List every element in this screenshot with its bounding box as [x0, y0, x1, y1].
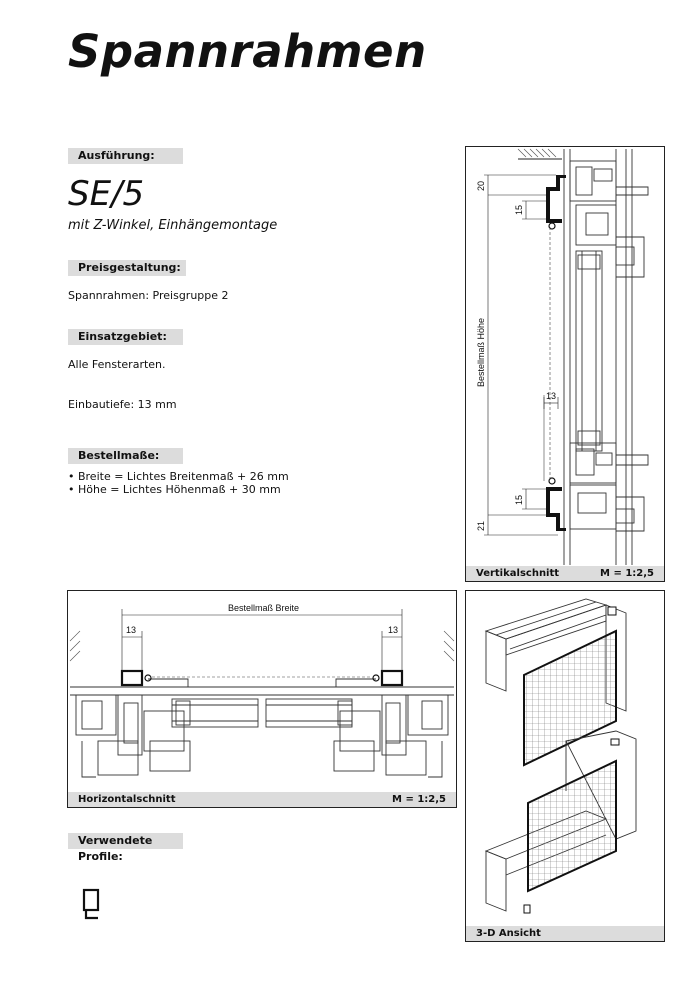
ansicht-caption-bar [466, 926, 664, 941]
dim-13-vertical: 13 [546, 391, 557, 401]
horizontalschnitt-scale: M = 1:2,5 [392, 794, 446, 805]
model-description: mit Z-Winkel, Einhängemontage [68, 218, 278, 233]
horizontalschnitt-caption-bar [68, 792, 456, 807]
model-name: SE/5 [68, 174, 145, 214]
bestell-hoehe: • Höhe = Lichtes Höhenmaß + 30 mm [68, 483, 281, 496]
preis-label: Preisgestaltung: [68, 260, 186, 276]
ansicht-caption: 3-D Ansicht [476, 928, 541, 939]
einsatz-text: Alle Fensterarten. [68, 358, 166, 371]
ansicht-panel [465, 590, 665, 942]
horizontalschnitt-caption: Horizontalschnitt [78, 794, 176, 805]
vertikalschnitt-scale: M = 1:2,5 [600, 568, 654, 579]
dim-bestellmass-breite: Bestellmaß Breite [228, 603, 300, 613]
einsatz-label: Einsatzgebiet: [68, 329, 183, 345]
horizontalschnitt-drawing [68, 591, 456, 793]
bestell-label: Bestellmaße: [68, 448, 183, 464]
dim-13-left: 13 [126, 625, 137, 635]
page-title: Spannrahmen [68, 25, 427, 78]
dim-20: 20 [476, 180, 486, 191]
dim-21: 21 [476, 520, 486, 531]
bestell-breite: • Breite = Lichtes Breitenmaß + 26 mm [68, 470, 289, 483]
dim-bestellmass-hoehe: Bestellmaß Höhe [476, 317, 486, 387]
ausfuehrung-label: Ausführung: [68, 148, 183, 164]
horizontalschnitt-panel [67, 590, 457, 808]
dim-13-right: 13 [388, 625, 399, 635]
vertikalschnitt-drawing [466, 147, 664, 567]
vertikalschnitt-caption: Vertikalschnitt [476, 568, 560, 579]
einbautiefe-text: Einbautiefe: 13 mm [68, 398, 177, 411]
preis-text: Spannrahmen: Preisgruppe 2 [68, 289, 229, 302]
ansicht-drawing [466, 591, 664, 927]
profile-icon [80, 888, 106, 922]
dim-15-bottom: 15 [514, 494, 524, 505]
vertikalschnitt-panel [465, 146, 665, 582]
vertikalschnitt-caption-bar [466, 566, 664, 581]
profile-label: Verwendete Profile: [68, 833, 183, 849]
dim-15-top: 15 [514, 204, 524, 215]
